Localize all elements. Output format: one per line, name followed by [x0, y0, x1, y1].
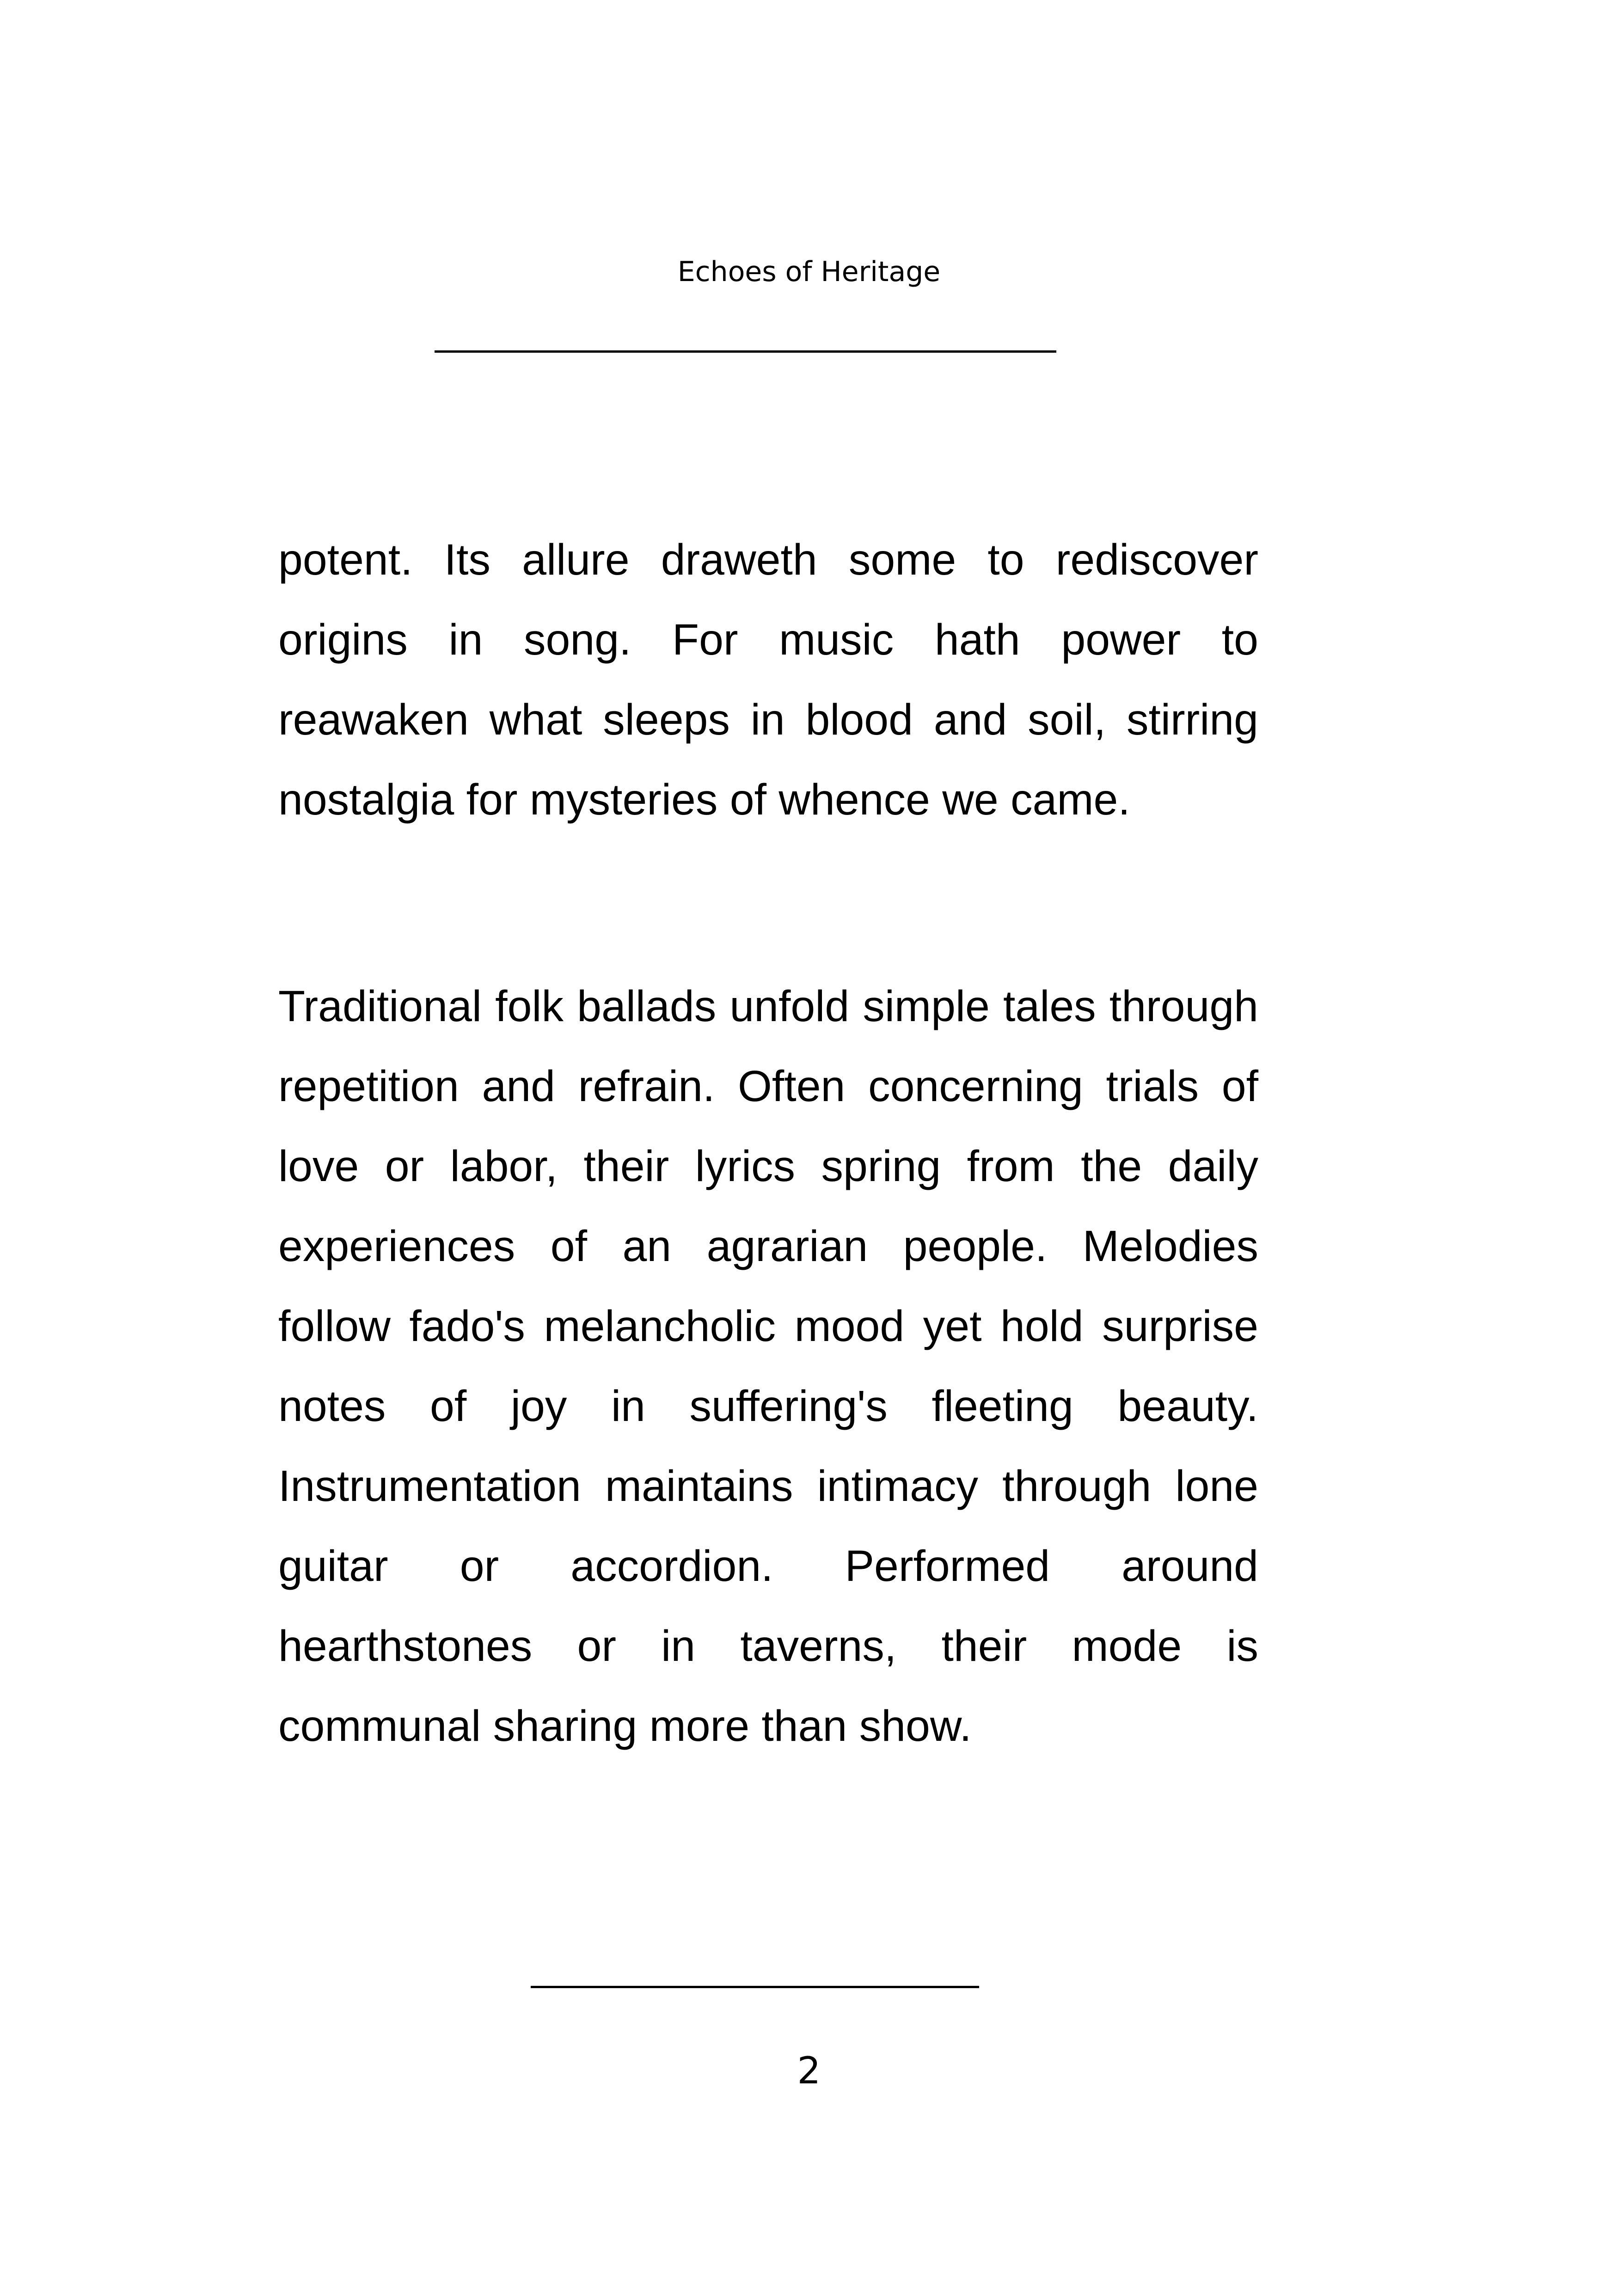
running-header-title: Echoes of Heritage [677, 256, 941, 288]
body-paragraph-2: Traditional folk ballads unfold simple tales through repetition and refrain. Often concerning trials of love or labor, their lyrics spring from the daily experiences of an agrarian people. Melodies follow fado's melancholic mood yet hold surprise notes of joy in suffering's fleeting beauty. Instrumentation maintains intimacy through lone guitar or accordion. Performed around hearthstones or in taverns, their mode is communal sharing more than show. [278, 982, 1258, 1751]
body-paragraph-1: potent. Its allure draweth some to rediscover origins in song. For music hath power to reawaken what sleeps in blood and soil, stirring nostalgia for mysteries of whence we came. [278, 535, 1258, 824]
page-number: 2 [797, 2049, 821, 2092]
header-divider [435, 350, 1056, 353]
footer-divider [531, 1986, 979, 1988]
